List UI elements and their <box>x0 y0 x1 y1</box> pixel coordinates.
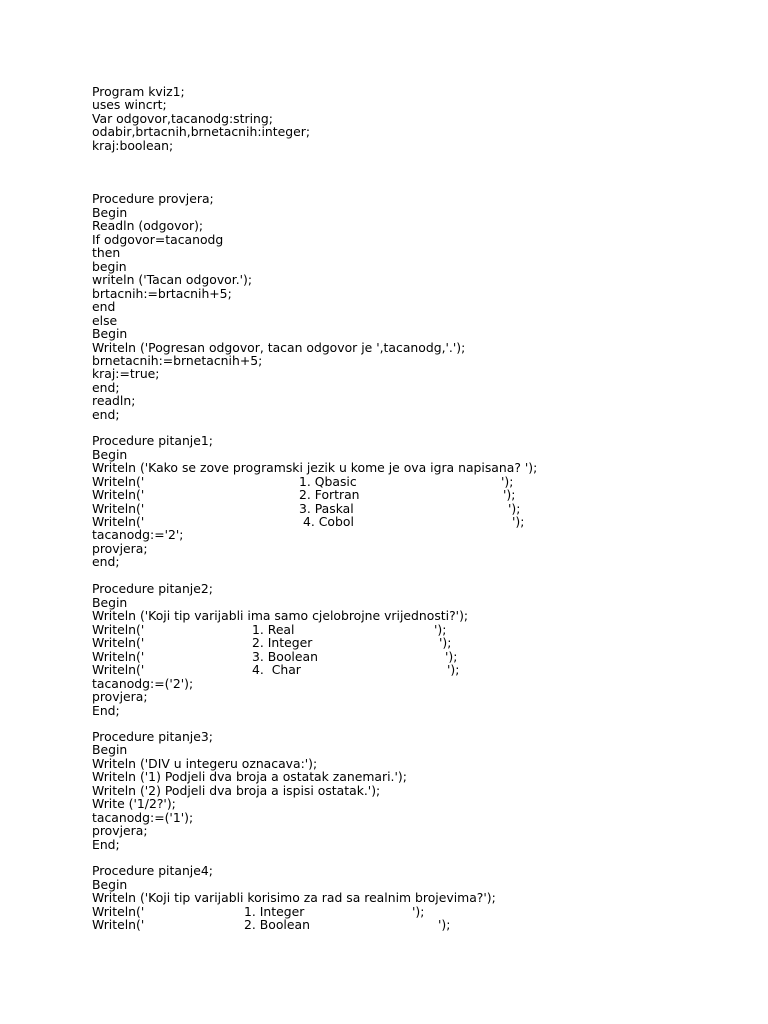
code-line: Var odgovor,tacanodg:string; <box>92 111 273 126</box>
code-line: 3. Boolean <box>252 649 318 664</box>
code-line: Begin <box>92 877 128 892</box>
code-line: 4. Cobol <box>303 514 354 529</box>
code-line: provjera; <box>92 689 148 704</box>
code-line: '); <box>447 662 460 677</box>
code-line: tacanodg:=('2'); <box>92 676 194 691</box>
code-line: Writeln(' <box>92 649 145 664</box>
code-line: Writeln ('Pogresan odgovor, tacan odgovor je ',tacanodg,'.'); <box>92 340 466 355</box>
code-line: '); <box>438 917 451 932</box>
code-line: Writeln(' <box>92 904 145 919</box>
code-line: Writeln(' <box>92 474 145 489</box>
code-line: then <box>92 245 121 260</box>
code-line: brnetacnih:=brnetacnih+5; <box>92 353 263 368</box>
code-line: 1. Qbasic <box>299 474 357 489</box>
code-line: 2. Integer <box>252 635 313 650</box>
code-line: '); <box>439 635 452 650</box>
code-line: Writeln(' <box>92 514 145 529</box>
code-line: Writeln(' <box>92 662 145 677</box>
code-line: '); <box>445 649 458 664</box>
code-line: Writeln(' <box>92 917 145 932</box>
code-line: Procedure provjera; <box>92 191 214 206</box>
code-line: Writeln(' <box>92 487 145 502</box>
code-line: else <box>92 313 118 328</box>
code-line: end; <box>92 554 120 569</box>
code-line: 2. Fortran <box>299 487 360 502</box>
code-line: odabir,brtacnih,brnetacnih:integer; <box>92 124 311 139</box>
code-line: Writeln(' <box>92 622 145 637</box>
code-line: End; <box>92 837 120 852</box>
code-line: Procedure pitanje3; <box>92 729 213 744</box>
code-line: '); <box>412 904 425 919</box>
code-line: tacanodg:='2'; <box>92 527 184 542</box>
code-line: Writeln ('1) Podjeli dva broja a ostatak zanemari.'); <box>92 769 407 784</box>
code-line: Begin <box>92 447 128 462</box>
code-line: writeln ('Tacan odgovor.'); <box>92 272 253 287</box>
code-line: '); <box>503 487 516 502</box>
code-line: provjera; <box>92 823 148 838</box>
code-line: '); <box>512 514 525 529</box>
code-line: Writeln ('DIV u integeru oznacava:'); <box>92 756 318 771</box>
code-line: Program kviz1; <box>92 84 185 99</box>
code-line: Procedure pitanje1; <box>92 433 213 448</box>
code-line: 3. Paskal <box>299 501 354 516</box>
code-line: Begin <box>92 205 128 220</box>
code-line: '); <box>434 622 447 637</box>
code-line: Begin <box>92 742 128 757</box>
code-line: provjera; <box>92 541 148 556</box>
code-line: Writeln(' <box>92 635 145 650</box>
code-line: kraj:=true; <box>92 366 160 381</box>
code-line: 1. Real <box>252 622 295 637</box>
code-line: end; <box>92 380 120 395</box>
code-line: Begin <box>92 326 128 341</box>
code-line: End; <box>92 703 120 718</box>
code-line: Write ('1/2?'); <box>92 796 176 811</box>
code-line: Procedure pitanje4; <box>92 863 213 878</box>
code-line: brtacnih:=brtacnih+5; <box>92 286 232 301</box>
code-line: Writeln ('Koji tip varijabli korisimo za rad sa realnim brojevima?'); <box>92 890 496 905</box>
code-line: Begin <box>92 595 128 610</box>
code-line: kraj:boolean; <box>92 138 174 153</box>
code-line: uses wincrt; <box>92 97 167 112</box>
code-line: end <box>92 299 116 314</box>
code-line: Writeln ('Koji tip varijabli ima samo cjelobrojne vrijednosti?'); <box>92 608 469 623</box>
code-line: Writeln(' <box>92 501 145 516</box>
code-line: 2. Boolean <box>244 917 310 932</box>
code-line: If odgovor=tacanodg <box>92 232 224 247</box>
code-line: tacanodg:=('1'); <box>92 810 194 825</box>
code-line: 1. Integer <box>244 904 305 919</box>
code-line: Procedure pitanje2; <box>92 581 213 596</box>
code-line: readln; <box>92 393 136 408</box>
code-line: end; <box>92 407 120 422</box>
code-line: 4. Char <box>252 662 301 677</box>
code-line: Writeln ('Kako se zove programski jezik u kome je ova igra napisana? '); <box>92 460 538 475</box>
code-line: begin <box>92 259 127 274</box>
code-line: '); <box>508 501 521 516</box>
code-line: Readln (odgovor); <box>92 218 204 233</box>
code-line: Writeln ('2) Podjeli dva broja a ispisi ostatak.'); <box>92 783 381 798</box>
code-line: '); <box>501 474 514 489</box>
